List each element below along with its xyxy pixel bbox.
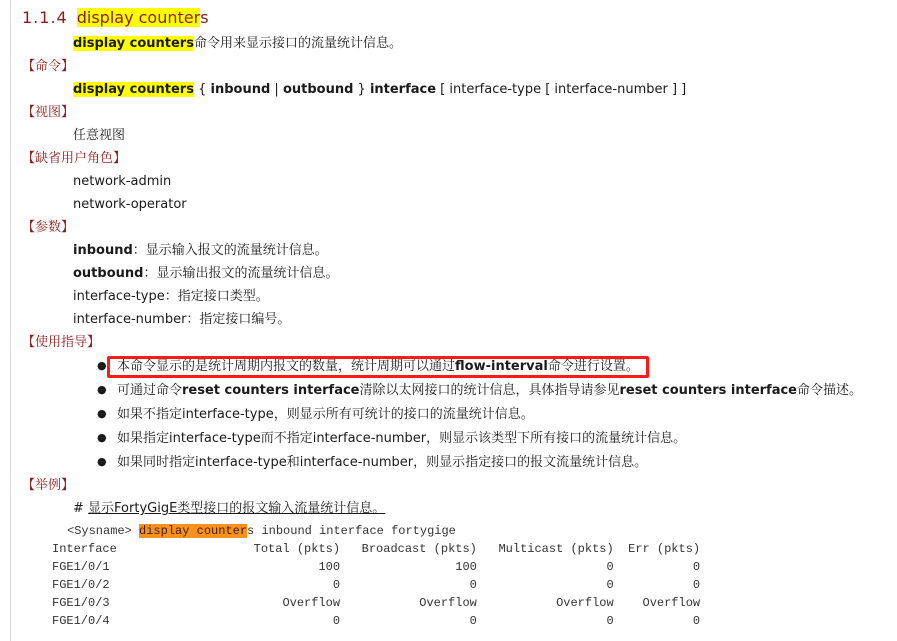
param-interface-number-name: interface-number — [73, 312, 187, 327]
param-interface-number-desc: ：指定接口编号。 — [186, 312, 291, 327]
bullet2-keyword-reset-counters-2: reset counters interface — [619, 383, 797, 398]
section-usage-guide: 【使用指导】 — [22, 335, 101, 350]
guide-bullet-5 — [0, 450, 897, 474]
guide-bullet-2 — [0, 378, 897, 402]
cli-sysname: <Sysname> — [67, 524, 140, 538]
param-interface-type-name: interface-type — [73, 289, 165, 304]
terminal-output-block — [0, 522, 897, 630]
table-row-fge1-0-4: FGE1/0/4 0 0 0 0 — [52, 614, 701, 628]
example-description — [0, 497, 897, 520]
param-inbound-desc: ：显示输入报文的流量统计信息。 — [132, 243, 328, 258]
section-view: 【视图】 — [22, 105, 75, 120]
intro-text: 命令用来显示接口的流量统计信息。 — [193, 36, 402, 51]
bullet2-keyword-reset-counters-1: reset counters interface — [182, 383, 360, 398]
cli-command-highlight: display counter — [139, 524, 248, 538]
bullet3-text: 如果不指定interface-type，则显示所有可统计的接口的流量统计信息。 — [117, 407, 534, 422]
section-example: 【举例】 — [22, 478, 75, 493]
section-command: 【命令】 — [22, 59, 75, 74]
page-title — [22, 8, 897, 27]
table-row-fge1-0-3: FGE1/0/3 Overflow Overflow Overflow Overflow — [52, 596, 701, 610]
title-highlight: display counter — [76, 8, 201, 27]
guide-bullet-1 — [0, 354, 897, 378]
bullet2-text-1: 可通过命令 — [117, 383, 183, 398]
param-inbound-name: inbound — [73, 243, 133, 258]
guide-bullet-3 — [0, 402, 897, 426]
bullet-dot-icon: ● — [97, 359, 107, 372]
param-outbound-name: outbound — [73, 266, 144, 281]
syntax-pipe: | — [270, 82, 283, 97]
red-annotation-box — [107, 356, 649, 378]
bullet-dot-icon: ● — [97, 431, 107, 444]
bullet1-text-1: 本命令显示的是统计周期内报文的数量，统计周期可以通过 — [117, 359, 456, 374]
bullet2-text-3: 命令描述。 — [797, 383, 863, 398]
command-syntax-line — [0, 78, 897, 101]
section-user-roles: 【缺省用户角色】 — [22, 151, 127, 166]
syntax-brace-open: { — [193, 82, 211, 97]
section-parameters: 【参数】 — [22, 220, 75, 235]
table-header-row: Interface Total (pkts) Broadcast (pkts) Multicast (pkts) Err (pkts) — [52, 542, 701, 556]
param-outbound — [0, 262, 897, 285]
param-interface-number — [0, 308, 897, 331]
syntax-keyword-interface: interface — [369, 82, 437, 97]
param-inbound — [0, 239, 897, 262]
param-outbound-desc: ：显示输出报文的流量统计信息。 — [143, 266, 339, 281]
role-network-admin: network-admin — [73, 174, 172, 189]
bullet1-keyword-flow-interval: flow-interval — [455, 359, 548, 374]
bullet-dot-icon: ● — [97, 383, 107, 396]
bullet4-text: 如果指定interface-type而不指定interface-number，则显示该类型下所有接口的流量统计信息。 — [117, 431, 687, 446]
cli-prompt-line — [0, 522, 897, 540]
syntax-keyword-outbound: outbound — [282, 82, 354, 97]
bullet-dot-icon: ● — [97, 455, 107, 468]
example-desc-hash: # — [73, 501, 89, 516]
cli-command-rest: s inbound interface fortygige — [247, 524, 456, 538]
bullet1-text-2: 命令进行设置。 — [547, 359, 639, 374]
table-row-fge1-0-1: FGE1/0/1 100 100 0 0 — [52, 560, 701, 574]
syntax-keyword-inbound: inbound — [210, 82, 271, 97]
guide-bullet-4 — [0, 426, 897, 450]
syntax-command-highlight: display counters — [73, 82, 194, 97]
param-interface-type-desc: ：指定接口类型。 — [164, 289, 269, 304]
example-desc-underlined: 显示FortyGigE类型接口的报文输入流量统计信息。 — [88, 501, 386, 516]
view-text: 任意视图 — [73, 128, 126, 143]
bullet5-text: 如果同时指定interface-type和interface-number，则显示指定接口的报文流量统计信息。 — [117, 455, 648, 470]
bullet-dot-icon: ● — [97, 407, 107, 420]
title-suffix: s — [200, 8, 209, 27]
syntax-brace-close: } — [353, 82, 370, 97]
bullet2-text-2: 清除以太网接口的统计信息，具体指导请参见 — [359, 383, 620, 398]
intro-line — [0, 32, 897, 55]
table-row-fge1-0-2: FGE1/0/2 0 0 0 0 — [52, 578, 701, 592]
syntax-optional-args: [ interface-type [ interface-number ] ] — [436, 82, 687, 97]
param-interface-type — [0, 285, 897, 308]
title-section-number: 1.1.4 — [22, 8, 68, 27]
intro-command-highlight: display counters — [73, 36, 194, 51]
role-network-operator: network-operator — [73, 197, 187, 212]
